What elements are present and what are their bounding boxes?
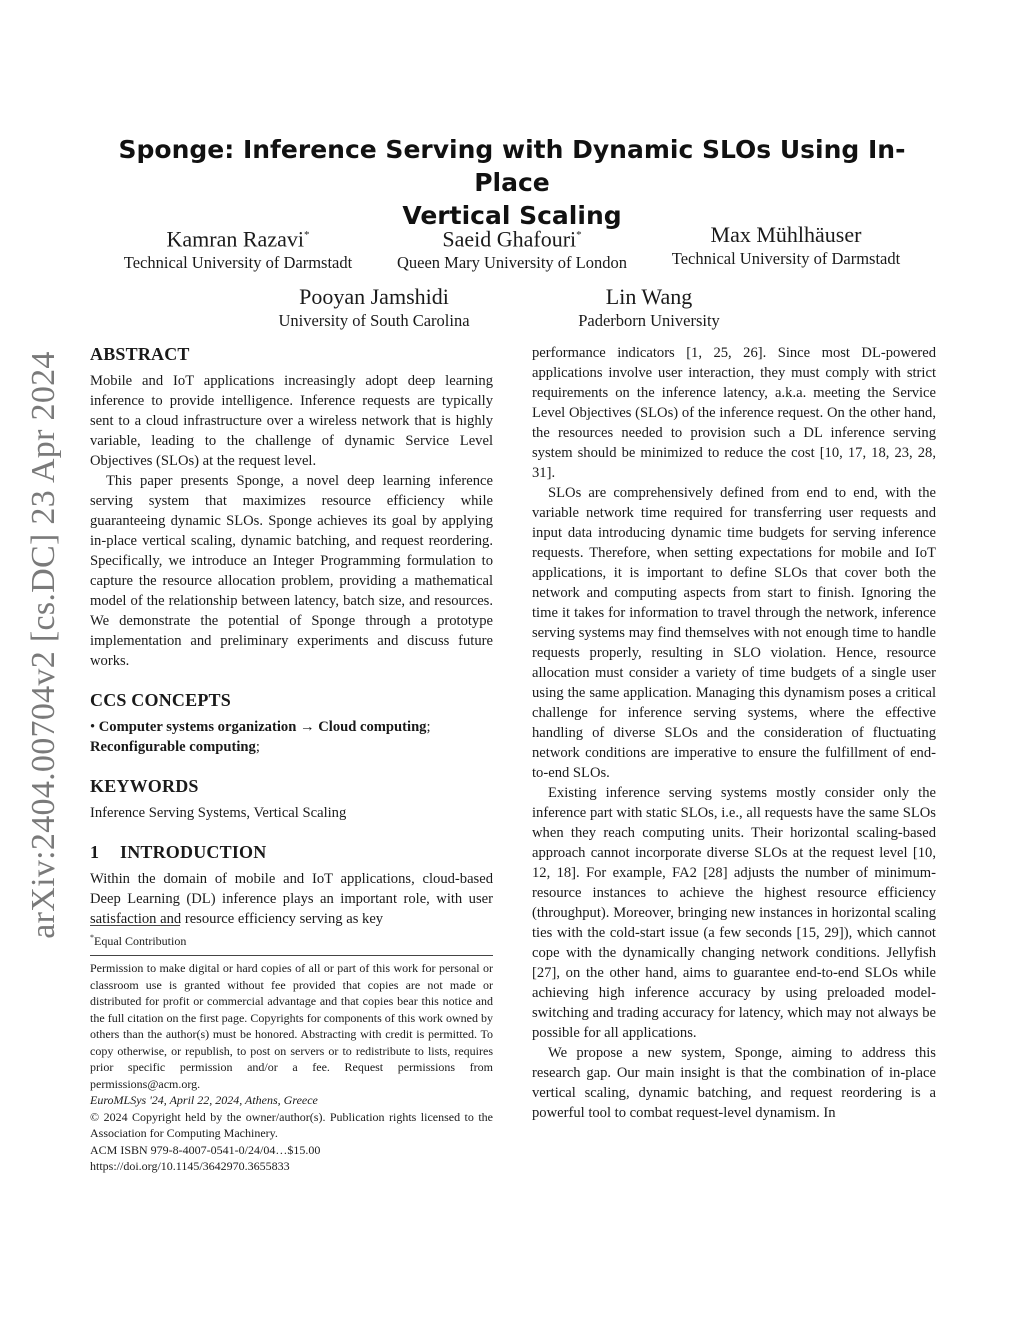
copyright-line: © 2024 Copyright held by the owner/author(s). Publication rights licensed to the Association for Computing Machinery. [90, 1109, 493, 1140]
author-mark: * [303, 229, 310, 241]
doi-line: https://doi.org/10.1145/3642970.3655833 [90, 1159, 290, 1173]
section-number: 1 [90, 842, 100, 862]
isbn-line: ACM ISBN 979-8-4007-0541-0/24/04…$15.00 [90, 1142, 321, 1157]
footnote-rule [90, 925, 180, 926]
conference-line: EuroMLSys '24, April 22, 2024, Athens, Greece [90, 1093, 318, 1107]
author-affiliation: University of South Carolina [278, 311, 470, 330]
keywords-heading: KEYWORDS [90, 776, 199, 796]
permission-text: Permission to make digital or hard copies of all or part of this work for personal or classroom use is granted without fee provided that copies are not made or distributed for profit or commercial advantage and that copies bear this notice and the full citation on the first page. Copyrights for components of this work owned by others than the author(s) must be honored. Abstracting with credit is permitted. To copy otherwise, or republish, to post on servers or to redistribute to lists, requires prior specific permission and/or a fee. Request permissions from permissions@acm.org. [90, 961, 493, 1091]
introduction-paragraph-3: Existing inference serving systems mostly consider only the inference part with static SLOs, i.e., all requests have the same SLOs when they reach computing units. Their horizontal scaling-based approach cannot incorporate diverse SLOs at the request level [10, 12, 18]. For example, FA2 [28] adjusts the number of minimum-resource instances to achieve the highest resource efficiency (throughput). Moreover, bringing new instances in horizontal scaling ties with the cold-start issue (a few seconds [15, 29]), which cannot cope with the dynamically changing network conditions. Jellyfish [27], on the other hand, aims to guarantee end-to-end SLOs while achieving high inference accuracy by using preloaded model-switching and trading accuracy for latency, which may not always be possible for all applications. [532, 785, 936, 1041]
introduction-paragraph-4: We propose a new system, Sponge, aiming to address this research gap. Our main insight is that the combination of in-place vertical scaling, dynamic batching, and request reordering is a powerful tool to combat request-level dynamism. In [532, 1045, 936, 1121]
author-1 [100, 222, 376, 274]
ccs-concepts [90, 717, 493, 757]
author-4 [236, 284, 512, 332]
abstract-heading: ABSTRACT [90, 344, 190, 364]
permission-rule [90, 955, 493, 956]
introduction-paragraph-2: SLOs are comprehensively defined from end to end, with the variable network time required for transferring user requests and input data introducing dynamic time budgets for serving inference requests. Therefore, when setting expectations for mobile and IoT applications, it is important to define SLOs that cover both the network and computing aspects from start to finish. Ignoring the time it takes for information to travel through the network, inference serving systems may find themselves with not enough time to handle requests properly, resulting in SLO violation. Hence, resource allocation must consider a variety of time budgets of a single user using the same application. Managing this dynamism poses a critical challenge for inference serving systems, where the effective handling of diverse SLOs and the consideration of fluctuating network conditions are imperative to ensure the fulfillment of end-to-end SLOs. [532, 485, 936, 781]
keywords-text: Inference Serving Systems, Vertical Scaling [90, 805, 347, 821]
ccs-heading: CCS CONCEPTS [90, 690, 231, 710]
left-column [90, 343, 493, 929]
author-name: Pooyan Jamshidi [299, 284, 449, 309]
introduction-heading [90, 841, 493, 863]
title-block [90, 133, 934, 232]
author-5 [511, 284, 787, 332]
introduction-paragraph-1-start: Within the domain of mobile and IoT applications, cloud-based Deep Learning (DL) inference plays an important role, with user satisfaction and resource efficiency serving as key [90, 871, 493, 927]
author-affiliation: Technical University of Darmstadt [671, 249, 901, 268]
ccs-concept: Reconfigurable computing [90, 739, 256, 755]
author-name: Saeid Ghafouri [442, 226, 577, 252]
ccs-bullet: • [90, 719, 96, 735]
footnote [90, 930, 186, 949]
title-line-1: Sponge: Inference Serving with Dynamic SLOs Using In-Place [118, 135, 906, 197]
author-affiliation: Queen Mary University of London [396, 253, 628, 273]
introduction-paragraph-1-end: performance indicators [1, 25, 26]. Since most DL-powered applications involve user interaction, they must comply with strict requirements on the inference latency, a.k.a. meeting the Service Level Objectives (SLOs) of the inference request. On the other hand, the resources needed to provision such a DL inference serving system should be minimized to reduce the cost [10, 17, 18, 23, 28, 31]. [532, 345, 936, 481]
author-mark: * [576, 229, 582, 241]
footnote-mark: * [90, 933, 94, 942]
footnote-text: Equal Contribution [94, 934, 187, 948]
ccs-concept: Computer systems organization [98, 719, 297, 735]
right-column [532, 343, 936, 1123]
ccs-concept: Cloud computing [318, 719, 427, 735]
abstract-paragraph-1: Mobile and IoT applications increasingly adopt deep learning inference to provide intelligence. Inference requests are typically sent to a cloud infrastructure over a wireless network that is highly variable, leading to the challenge of dynamic Service Level Objectives (SLOs) at the request level. [90, 373, 493, 469]
abstract-paragraph-2: This paper presents Sponge, a novel deep learning inference serving system that maximizes resource efficiency while guaranteeing dynamic SLOs. Sponge achieves its goal by applying in-place vertical scaling, dynamic batching, and request reordering. Specifically, we introduce an Integer Programming formulation to capture the resource allocation problem, providing a mathematical model of the relationship between latency, batch size, and resources. We demonstrate the potential of Sponge through a prototype implementation and preliminary experiments and discuss future works. [90, 473, 493, 669]
author-name: Kamran Razavi [166, 226, 304, 252]
arxiv-identifier: arXiv:2404.00704v2 [cs.DC] 23 Apr 2024 [25, 351, 62, 939]
ccs-separator: ; [426, 719, 431, 735]
title-line-2: Vertical Scaling [402, 201, 622, 230]
ccs-end: ; [255, 739, 260, 755]
author-name: Max Mühlhäuser [710, 222, 862, 247]
author-affiliation: Paderborn University [578, 311, 720, 330]
author-name: Lin Wang [605, 284, 693, 309]
paper-title [90, 133, 934, 232]
permission-block [90, 960, 493, 1175]
author-3 [648, 222, 924, 270]
section-title: INTRODUCTION [120, 842, 267, 862]
author-affiliation: Technical University of Darmstadt [123, 253, 353, 273]
ccs-arrow: → [299, 719, 315, 735]
author-2 [374, 222, 650, 274]
